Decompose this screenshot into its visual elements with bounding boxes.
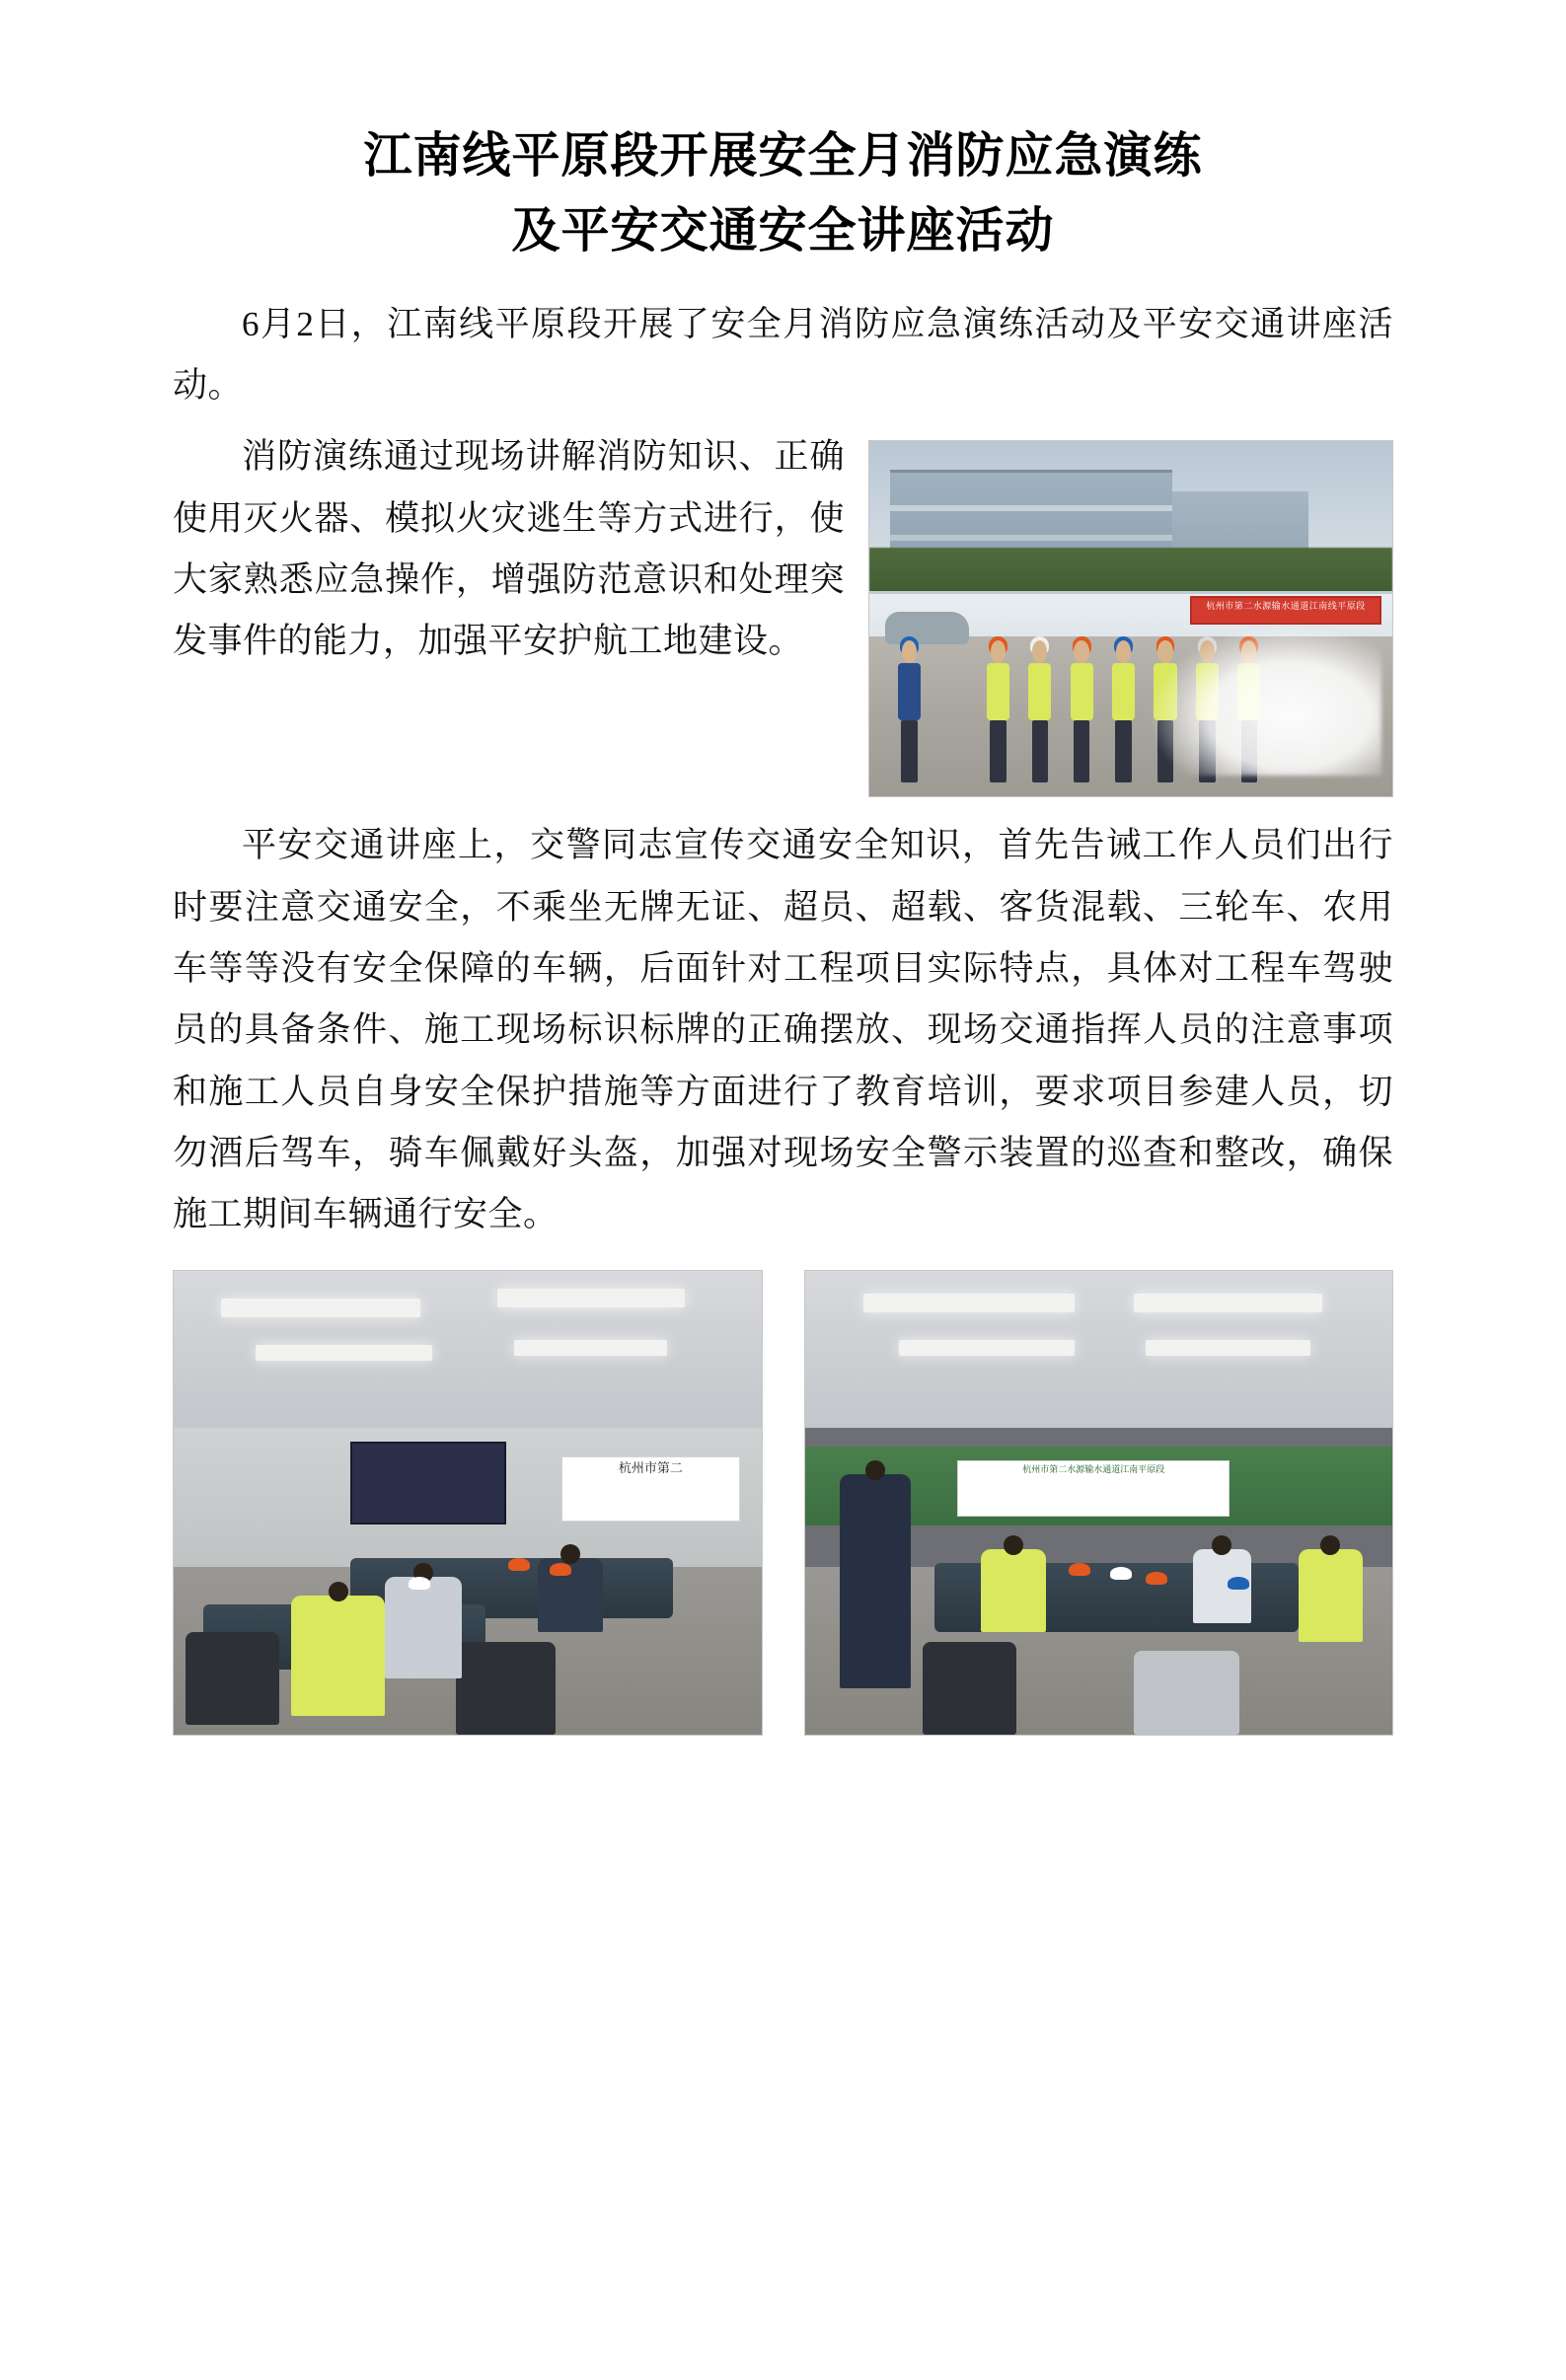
legs xyxy=(1115,720,1132,782)
site-banner xyxy=(1190,596,1382,625)
vest xyxy=(898,663,921,720)
ceiling-light xyxy=(514,1340,667,1356)
legs xyxy=(990,720,1007,782)
safety-helmet-icon xyxy=(1069,1563,1090,1576)
legs xyxy=(1032,720,1049,782)
projection-screen xyxy=(350,1442,507,1525)
attendee xyxy=(291,1596,385,1716)
worker-figure xyxy=(1026,640,1054,782)
vest xyxy=(1112,663,1135,720)
paragraph-2: 消防演练通过现场讲解消防知识、正确使用灭火器、模拟火灾逃生等方式进行，使大家熟悉应急操作，增强防范意识和处理突发事件的能力，加强平安护航工地建设。 xyxy=(173,437,845,661)
photo-fire-drill xyxy=(868,440,1393,797)
lecture-left-scene xyxy=(174,1271,762,1735)
safety-helmet-icon xyxy=(409,1577,430,1590)
attendee xyxy=(981,1549,1046,1633)
head xyxy=(560,1544,580,1564)
photo-lecture-right xyxy=(804,1270,1394,1736)
head xyxy=(1212,1535,1231,1555)
title-line-2: 及平安交通安全讲座活动 xyxy=(511,202,1055,258)
site-banner-text: 杭州市第二水源输水通道江南线平原段 xyxy=(1206,601,1366,612)
vest xyxy=(987,663,1009,720)
traffic-police-officer xyxy=(840,1474,910,1687)
parked-car xyxy=(885,612,969,643)
legs xyxy=(901,720,918,782)
head xyxy=(1004,1535,1023,1555)
chair xyxy=(1134,1651,1239,1735)
ceiling-light xyxy=(899,1340,1076,1356)
safety-helmet-icon xyxy=(550,1563,571,1576)
attendee xyxy=(1299,1549,1364,1642)
wall-sign xyxy=(561,1456,740,1522)
ceiling-light xyxy=(497,1289,686,1307)
title-line-1: 江南线平原段开展安全月消防应急演练 xyxy=(363,128,1203,183)
ceiling-light xyxy=(863,1294,1075,1312)
wrap-section xyxy=(173,426,1393,807)
safety-helmet-icon xyxy=(1110,1567,1132,1580)
worker-figure xyxy=(1068,640,1095,782)
page-title xyxy=(173,118,1393,268)
head xyxy=(329,1582,348,1601)
chair xyxy=(456,1642,556,1735)
head xyxy=(1074,640,1088,663)
head xyxy=(1032,640,1047,663)
worker-figure xyxy=(896,640,924,782)
worker-figure xyxy=(1110,640,1138,782)
chair xyxy=(186,1632,279,1725)
safety-helmet-icon xyxy=(1146,1572,1167,1585)
paragraph-3: 平安交通讲座上，交警同志宣传交通安全知识，首先告诫工作人员们出行时要注意交通安全，不乘坐无牌无证、超员、超载、客货混载、三轮车、农用车等等没有安全保障的车辆，后面针对工程项目实际特点，具体对工程车驾驶员的具备条件、施工现场标识标牌的正确摆放、现场交通指挥人员的注意事项和施工人员自身安全保护措施等方面进行了教育培训，要求项目参建人员，切勿酒后驾车，骑车佩戴好头盔，加强对现场安全警示装置的巡查和整改，确保施工期间车辆通行安全。 xyxy=(173,826,1393,1234)
vest xyxy=(1028,663,1051,720)
safety-helmet-icon xyxy=(508,1558,530,1571)
paragraph-1: 6月2日，江南线平原段开展了安全月消防应急演练活动及平安交通讲座活动。 xyxy=(173,304,1393,406)
head xyxy=(1116,640,1131,663)
photo-lecture-left xyxy=(173,1270,763,1736)
meeting-banner xyxy=(957,1460,1230,1517)
meeting-banner-text: 杭州市第二水源输水通道江南平原段 xyxy=(1022,1464,1165,1475)
attendee xyxy=(385,1577,461,1678)
head xyxy=(902,640,917,663)
chair xyxy=(923,1642,1016,1735)
worker-figure xyxy=(985,640,1012,782)
ceiling-light xyxy=(256,1345,432,1361)
safety-helmet-icon xyxy=(1228,1577,1249,1590)
vest xyxy=(1071,663,1093,720)
photo-row xyxy=(173,1270,1393,1736)
head xyxy=(865,1460,885,1480)
extinguisher-smoke xyxy=(1152,627,1381,776)
lecture-right-scene xyxy=(805,1271,1393,1735)
head xyxy=(1320,1535,1340,1555)
fire-drill-scene xyxy=(869,441,1392,796)
ceiling-light xyxy=(1146,1340,1310,1356)
ceiling-light xyxy=(1134,1294,1322,1312)
wall-sign-text: 杭州市第二 xyxy=(618,1459,683,1475)
legs xyxy=(1074,720,1090,782)
head xyxy=(991,640,1006,663)
ceiling-light xyxy=(221,1299,420,1317)
